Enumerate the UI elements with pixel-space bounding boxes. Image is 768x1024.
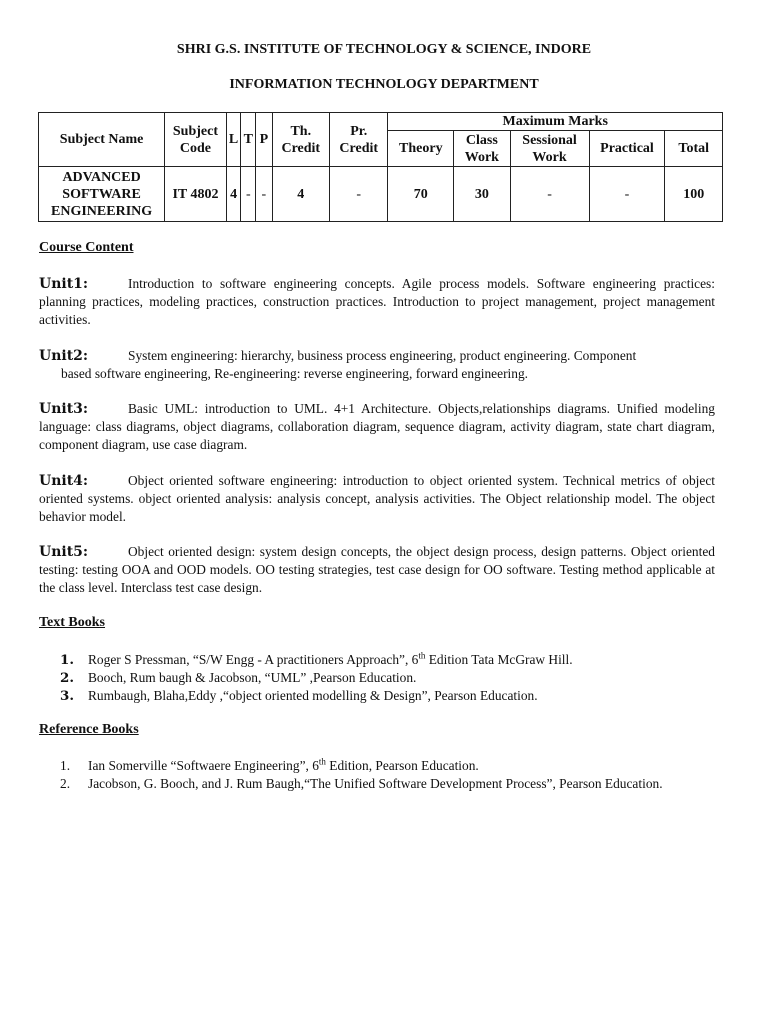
book-text-sup: th (318, 756, 326, 767)
reference-books-heading: Reference Books (39, 722, 139, 737)
unit-text: System engineering: hierarchy, business process engineering, product engineering. Component (128, 348, 637, 363)
header-subject-name: Subject Name (39, 113, 165, 167)
unit-label: Unit4: (39, 473, 89, 489)
cell-subject-code: IT 4802 (165, 167, 227, 222)
header-class-work: Class Work (454, 131, 510, 167)
header-theory: Theory (388, 131, 454, 167)
unit-1 (39, 275, 715, 329)
list-item (39, 651, 715, 669)
list-item (39, 757, 715, 775)
cell-subject-name: ADVANCED SOFTWARE ENGINEERING (39, 167, 165, 222)
text-books-list (39, 651, 715, 705)
unit-5 (39, 543, 715, 597)
list-number: 1. (60, 652, 74, 668)
unit-text: Basic UML: introduction to UML. 4+1 Architecture. Objects,relationships diagrams. Unified modeling language: class diagrams, object diagrams, collaboration diagram, sequence diagram, activity diagram, state chart diagram, component diagram, use case diagram. (39, 401, 715, 452)
unit-text: Object oriented software engineering: introduction to object oriented system. Technical metrics of object oriented systems. object oriented analysis: analysis concept, analysis activities. The Object relationship model. The object behavior model. (39, 473, 715, 524)
list-item (39, 775, 715, 793)
unit-label: Unit5: (39, 544, 89, 560)
header-pr-credit: Pr. Credit (330, 113, 388, 167)
unit-text: Object oriented design: system design concepts, the object design process, design patterns. Object oriented testing: testing OOA and OOD models. OO testing strategies, test case design for OO software. Testing method applicable at the class level. Interclass test case design. (39, 544, 715, 595)
unit-2 (39, 347, 715, 383)
book-text-sup: th (418, 650, 426, 661)
header-sessional-work: Sessional Work (510, 131, 589, 167)
book-text-post: Edition Tata McGraw Hill. (425, 652, 573, 667)
cell-t: - (241, 167, 256, 222)
header-l: L (226, 113, 241, 167)
cell-practical: - (589, 167, 665, 222)
cell-l: 4 (226, 167, 241, 222)
list-number: 3. (60, 688, 74, 704)
reference-books-list (39, 757, 715, 793)
cell-th-credit: 4 (272, 167, 329, 222)
course-content-heading: Course Content (39, 240, 134, 255)
cell-pr-credit: - (330, 167, 388, 222)
book-text: Rumbaugh, Blaha,Eddy ,“object oriented modelling & Design”, Pearson Education. (88, 688, 538, 703)
header-p: P (256, 113, 272, 167)
unit-text-continued: based software engineering, Re-engineering: reverse engineering, forward engineering. (61, 366, 528, 381)
unit-3 (39, 400, 715, 454)
header-practical: Practical (589, 131, 665, 167)
book-text: Ian Somerville “Softwaere Engineering”, 6 (88, 758, 319, 773)
list-number: 2. (60, 670, 74, 686)
subject-marks-table (38, 112, 723, 222)
list-number: 2. (60, 776, 71, 791)
header-subject-code: Subject Code (165, 113, 227, 167)
cell-theory: 70 (388, 167, 454, 222)
list-item (39, 687, 715, 705)
list-number: 1. (60, 758, 71, 773)
book-text-post: Edition, Pearson Education. (325, 758, 479, 773)
header-maximum-marks: Maximum Marks (388, 113, 723, 131)
cell-sessional-work: - (510, 167, 589, 222)
header-total: Total (665, 131, 723, 167)
book-text: Booch, Rum baugh & Jacobson, “UML” ,Pearson Education. (88, 670, 417, 685)
unit-label: Unit2: (39, 348, 89, 364)
unit-label: Unit1: (39, 276, 89, 292)
cell-class-work: 30 (454, 167, 510, 222)
department-title: INFORMATION TECHNOLOGY DEPARTMENT (229, 77, 539, 92)
book-text: Roger S Pressman, “S/W Engg - A practitioners Approach”, 6 (88, 652, 419, 667)
list-item (39, 669, 715, 687)
unit-text: Introduction to software engineering concepts. Agile process models. Software engineering practices: planning practices, modeling practices, construction practices. Introduction to project management, project management activities. (39, 276, 715, 327)
text-books-heading: Text Books (39, 615, 106, 630)
header-t: T (241, 113, 256, 167)
institute-title: SHRI G.S. INSTITUTE OF TECHNOLOGY & SCIENCE, INDORE (176, 42, 592, 57)
unit-label: Unit3: (39, 401, 89, 417)
cell-total: 100 (665, 167, 723, 222)
unit-4 (39, 472, 715, 526)
cell-p: - (256, 167, 272, 222)
book-text: Jacobson, G. Booch, and J. Rum Baugh,“The Unified Software Development Process”, Pearson Education. (88, 776, 663, 791)
header-th-credit: Th. Credit (272, 113, 329, 167)
